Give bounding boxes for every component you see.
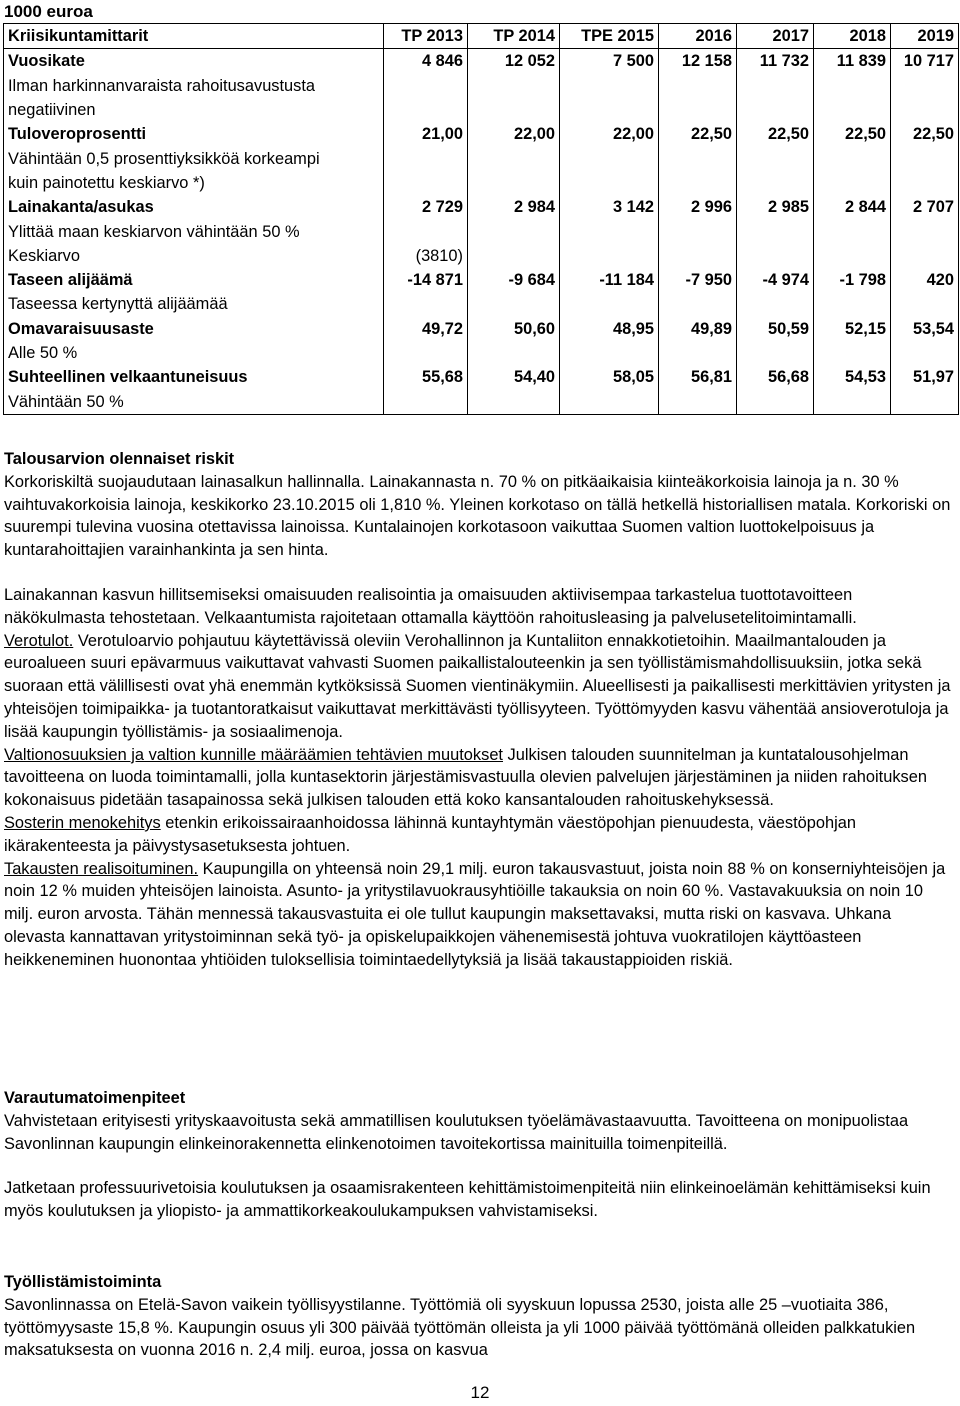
value-cell	[891, 292, 959, 316]
value-cell: 420	[891, 268, 959, 292]
table-row	[4, 74, 959, 98]
value-cell	[384, 219, 468, 243]
value-cell: -11 184	[560, 268, 659, 292]
value-cell: 51,97	[891, 365, 959, 389]
value-cell	[468, 244, 560, 268]
tyollistamis-section	[4, 1271, 952, 1362]
risks-paragraph-1: Korkoriskiltä suojaudutaan lainasalkun hallinnalla. Lainakannasta n. 70 % on pitkäaikaisia kiinteäkorkoisia lainoja ja n. 30 % vaihtuvakorkoisia lainoja, keskikorko 23.10.2015 oli 1,810 %. Yleinen korkotaso on tällä hetkellä historiallisen matala. Korkoriski on suurempi tulevina vuosina otettavissa lainoissa. Kuntalainojen korkotasoon vaikuttaa Suomen valtion luottokelpoisuus ja kuntarahoittajien varainhankinta ja sen hinta.	[4, 472, 951, 560]
table-row	[4, 389, 959, 414]
row-label: Vähintään 0,5 prosenttiyksikköä korkeampi	[4, 146, 384, 170]
soster-text: etenkin erikoissairaanhoidossa lähinnä kuntayhtymän väestöpohjan pienuudesta, väestöpohjan ikärakenteesta ja päivystysasetuksesta johtuen.	[4, 813, 856, 855]
table-row	[4, 317, 959, 341]
table-row	[4, 292, 959, 316]
value-cell	[814, 219, 891, 243]
soster-paragraph	[4, 812, 952, 858]
table-row	[4, 122, 959, 146]
value-cell: 53,54	[891, 317, 959, 341]
table-row	[4, 171, 959, 195]
value-cell	[737, 292, 814, 316]
value-cell	[891, 389, 959, 414]
value-cell	[560, 341, 659, 365]
table-row	[4, 365, 959, 389]
value-cell: 11 839	[814, 49, 891, 74]
table-row	[4, 268, 959, 292]
row-label: negatiivinen	[4, 98, 384, 122]
value-cell: 50,60	[468, 317, 560, 341]
value-cell	[468, 219, 560, 243]
takausten-title: Takausten realisoituminen.	[4, 859, 199, 878]
value-cell: 12 052	[468, 49, 560, 74]
value-cell: -9 684	[468, 268, 560, 292]
header-cell: TP 2014	[468, 24, 560, 49]
value-cell: 10 717	[891, 49, 959, 74]
value-cell: 2 707	[891, 195, 959, 219]
value-cell: 22,00	[468, 122, 560, 146]
value-cell	[384, 146, 468, 170]
verotulot-text: Verotuloarvio pohjautuu käytettävissä oleviin Verohallinnon ja Kuntaliiton ennakkotietoihin. Maailmantalouden ja euroalueen suuri epävarmuus vaikuttavat vahvasti Suomen paikallistalouteenkin ja sen työllistämismahdollisuuksiin, jotka sekä suoraan että välillisesti ovat yhä enemmän kytköksissä Suomen vientinäkymiin. Alueellisesti ja paikallisesti merkittävien yritysten ja yhteisöjen toimipaikka- ja tuotantoratkaisut vaikuttavat merkittävästi työllisyyteen. Työttömyyden kasvu vähentää ansioverotuloja ja lisää kaupungin työllistämis- ja sosiaalimenoja.	[4, 631, 951, 741]
value-cell: 2 729	[384, 195, 468, 219]
value-cell: 2 844	[814, 195, 891, 219]
value-cell	[737, 389, 814, 414]
varautuma-section	[4, 1087, 952, 1223]
header-cell: TPE 2015	[560, 24, 659, 49]
value-cell	[891, 244, 959, 268]
value-cell	[468, 146, 560, 170]
value-cell: 22,50	[737, 122, 814, 146]
row-label: Taseen alijäämä	[4, 268, 384, 292]
unit-label: 1000 euroa	[4, 2, 93, 21]
tyollistamis-paragraph: Savonlinnassa on Etelä-Savon vaikein työllisyystilanne. Työttömiä oli syyskuun lopussa 2530, joista alle 25 –vuotiaita 386, työttömyysaste 15,8 %. Kaupungin osuus yli 300 päivää työttömän olleista ja yli 1000 päivää työttömänä olleiden palkkatukien maksatuksesta on vuonna 2016 n. 2,4 milj. euroa, jossa on kasvua	[4, 1295, 916, 1360]
takausten-text: Kaupungilla on yhteensä noin 29,1 milj. euron takausvastuut, joista noin 88 % on konserniyhteisöjen ja noin 12 % muiden yhteisöjen lainoista. Asunto- ja yritystilavuokrausyhtiöille takauksia on noin 60 %. Vastavakuuksia on noin 10 milj. euron arvosta. Tähän mennessä takausvastuita ei ole tullut kaupungin maksettavaksi, mutta riski on kasvava. Uhkana olevasta kannattavan yritystoiminnan sekä työ- ja opiskelupaikkojen vähenemisestä johtuva vuokratilojen käyttöasteen heikkeneminen huonontaa yhtiöiden tuloksellisia toimintaedellytyksiä ja lisää takaustappioiden riskiä.	[4, 859, 946, 969]
value-cell	[814, 244, 891, 268]
value-cell: 49,89	[659, 317, 737, 341]
value-cell: 11 732	[737, 49, 814, 74]
row-label: Omavaraisuusaste	[4, 317, 384, 341]
varautuma-heading: Varautumatoimenpiteet	[4, 1089, 186, 1107]
value-cell	[560, 146, 659, 170]
value-cell	[560, 389, 659, 414]
value-cell	[659, 98, 737, 122]
value-cell	[737, 341, 814, 365]
value-cell	[659, 244, 737, 268]
value-cell: -1 798	[814, 268, 891, 292]
row-label: Alle 50 %	[4, 341, 384, 365]
row-label: Ilman harkinnanvaraista rahoitusavustusta	[4, 74, 384, 98]
risks-heading: Talousarvion olennaiset riskit	[4, 450, 235, 468]
value-cell	[384, 389, 468, 414]
value-cell	[659, 292, 737, 316]
value-cell	[891, 341, 959, 365]
row-label: Suhteellinen velkaantuneisuus	[4, 365, 384, 389]
value-cell: 2 985	[737, 195, 814, 219]
row-label: Taseessa kertynyttä alijäämää	[4, 292, 384, 316]
value-cell	[560, 292, 659, 316]
value-cell	[737, 244, 814, 268]
value-cell	[737, 171, 814, 195]
value-cell	[384, 74, 468, 98]
value-cell: 58,05	[560, 365, 659, 389]
value-cell: 52,15	[814, 317, 891, 341]
value-cell: 22,50	[659, 122, 737, 146]
table-body	[4, 49, 959, 414]
value-cell	[560, 219, 659, 243]
value-cell	[814, 146, 891, 170]
value-cell: -4 974	[737, 268, 814, 292]
value-cell	[468, 341, 560, 365]
row-label: Vähintään 50 %	[4, 389, 384, 414]
value-cell: 2 984	[468, 195, 560, 219]
value-cell	[384, 171, 468, 195]
row-label: Ylittää maan keskiarvon vähintään 50 %	[4, 219, 384, 243]
header-cell: 2019	[891, 24, 959, 49]
header-cell: 2017	[737, 24, 814, 49]
value-cell	[560, 98, 659, 122]
value-cell	[814, 389, 891, 414]
value-cell: 22,50	[891, 122, 959, 146]
value-cell: 50,59	[737, 317, 814, 341]
header-cell: 2016	[659, 24, 737, 49]
value-cell: 56,81	[659, 365, 737, 389]
value-cell: 54,40	[468, 365, 560, 389]
value-cell: 55,68	[384, 365, 468, 389]
value-cell: 48,95	[560, 317, 659, 341]
value-cell: 12 158	[659, 49, 737, 74]
value-cell	[384, 292, 468, 316]
value-cell	[737, 74, 814, 98]
table-row	[4, 98, 959, 122]
table-row	[4, 146, 959, 170]
value-cell	[384, 98, 468, 122]
valtionosuudet-text: Julkisen talouden suunnitelman ja kuntatalousohjelman tavoitteena on luoda toimintamalli, jolla kuntasektorin järjestämisvastuulla olevien palvelujen järjestäminen ja niiden rahoituksen kokonaisuus pidetään tasapainossa sekä julkisen talouden että koko kansantalouden rahoituskehyksessä.	[4, 745, 927, 810]
valtionosuudet-title: Valtionosuuksien ja valtion kunnille määräämien tehtävien muutokset	[4, 745, 503, 764]
value-cell	[659, 389, 737, 414]
header-cell: TP 2013	[384, 24, 468, 49]
value-cell	[659, 341, 737, 365]
value-cell	[560, 171, 659, 195]
tyollistamis-heading: Työllistämistoiminta	[4, 1273, 162, 1291]
value-cell: 2 996	[659, 195, 737, 219]
value-cell	[737, 219, 814, 243]
value-cell	[659, 74, 737, 98]
value-cell	[891, 98, 959, 122]
value-cell: 22,50	[814, 122, 891, 146]
value-cell: 56,68	[737, 365, 814, 389]
value-cell	[891, 74, 959, 98]
page-number: 12	[470, 1383, 490, 1402]
table-header-row	[4, 24, 959, 49]
row-label: Vuosikate	[4, 49, 384, 74]
value-cell	[468, 171, 560, 195]
value-cell	[891, 219, 959, 243]
risks-section	[4, 448, 952, 972]
row-label: Keskiarvo	[4, 244, 384, 268]
value-cell: -14 871	[384, 268, 468, 292]
value-cell	[814, 98, 891, 122]
verotulot-paragraph	[4, 630, 952, 744]
value-cell	[659, 171, 737, 195]
value-cell	[891, 146, 959, 170]
valtionosuudet-paragraph	[4, 744, 952, 812]
value-cell: 7 500	[560, 49, 659, 74]
table-row	[4, 244, 959, 268]
value-cell	[468, 292, 560, 316]
table-row	[4, 219, 959, 243]
value-cell: 4 846	[384, 49, 468, 74]
value-cell	[384, 341, 468, 365]
varautuma-paragraph-2: Jatketaan professuurivetoisia koulutuksen ja osaamisrakenteen kehittämistoimenpiteitä niin elinkeinoelämän kehittämiseksi kuin myös koulutuksen ja yliopisto- ja ammattikorkeakoulukampuksen vahvistamiseksi.	[4, 1179, 931, 1221]
row-label: Tuloveroprosentti	[4, 122, 384, 146]
value-cell	[814, 171, 891, 195]
value-cell	[560, 244, 659, 268]
soster-title: Sosterin menokehitys	[4, 813, 161, 832]
risks-paragraph-2: Lainakannan kasvun hillitsemiseksi omaisuuden realisointia ja omaisuuden aktiivisempaa tarkastelua tuottotavoitteen näkökulmasta tehostetaan. Velkaantumista rajoitetaan ottamalla käyttöön rahoitusleasing ja palvelusetelitoimintamalli.	[4, 585, 857, 627]
takausten-paragraph	[4, 858, 952, 972]
verotulot-title: Verotulot.	[4, 631, 74, 650]
value-cell: 49,72	[384, 317, 468, 341]
value-cell: -7 950	[659, 268, 737, 292]
value-cell: 54,53	[814, 365, 891, 389]
value-cell	[468, 98, 560, 122]
header-cell: 2018	[814, 24, 891, 49]
value-cell	[560, 74, 659, 98]
varautuma-paragraph-1: Vahvistetaan erityisesti yrityskaavoitusta sekä ammatillisen koulutuksen työelämävastaavuutta. Tavoitteena on monipuolistaa Savonlinnan kaupungin elinkeinorakennetta elinkenotoimen tavoitekortissa mainituilla toimenpiteillä.	[4, 1111, 909, 1153]
table-row	[4, 341, 959, 365]
value-cell	[468, 74, 560, 98]
row-label: Lainakanta/asukas	[4, 195, 384, 219]
value-cell	[659, 219, 737, 243]
value-cell	[891, 171, 959, 195]
value-cell	[737, 146, 814, 170]
value-cell	[737, 98, 814, 122]
row-label: kuin painotettu keskiarvo *)	[4, 171, 384, 195]
header-cell: Kriisikuntamittarit	[4, 24, 384, 49]
value-cell	[814, 341, 891, 365]
value-cell: 22,00	[560, 122, 659, 146]
table-row	[4, 195, 959, 219]
value-cell: 3 142	[560, 195, 659, 219]
table-row	[4, 49, 959, 74]
value-cell	[468, 389, 560, 414]
value-cell	[814, 74, 891, 98]
value-cell: 21,00	[384, 122, 468, 146]
value-cell: (3810)	[384, 244, 468, 268]
value-cell	[659, 146, 737, 170]
crisis-indicators-table	[3, 23, 959, 415]
value-cell	[814, 292, 891, 316]
